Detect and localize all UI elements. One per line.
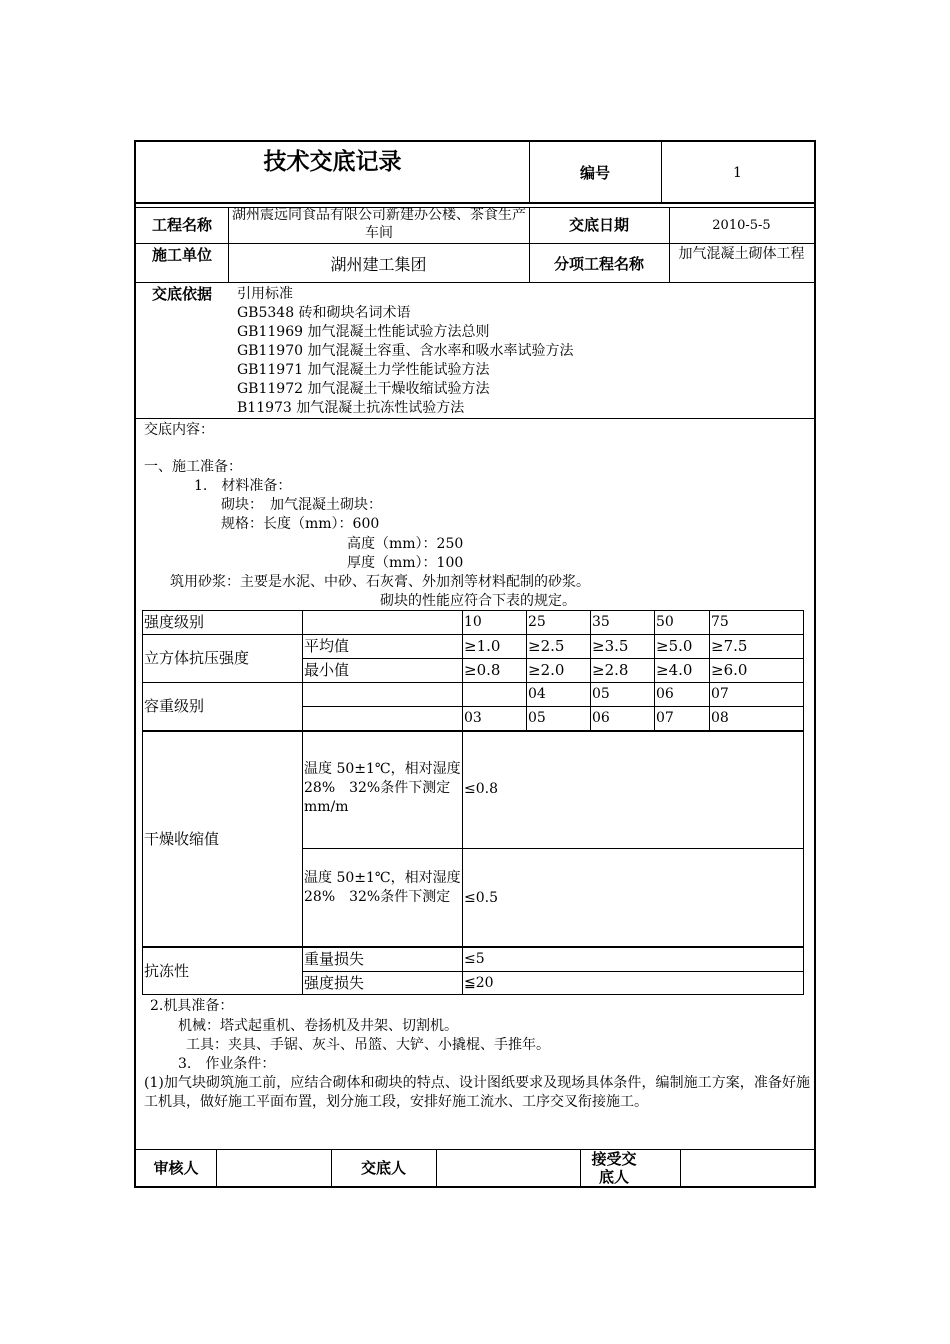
shrink-value: ≤0.5: [464, 890, 498, 906]
density-cell: 05: [528, 710, 546, 726]
basis-line: GB11971 加气混凝土力学性能试验方法: [237, 362, 490, 378]
table-intro: 砌块的性能应符合下表的规定。: [380, 593, 576, 609]
table-line: [302, 610, 303, 994]
grade-cell: 25: [528, 614, 546, 630]
grade-cell: 35: [592, 614, 610, 630]
date-label: 交底日期: [568, 216, 629, 234]
table-line: [142, 610, 804, 611]
section-heading: 一、施工准备：: [144, 459, 242, 475]
block-line: 砌块： 加气混凝土砌块：: [221, 497, 382, 513]
subproject-label: 分项工程名称: [553, 255, 644, 273]
col-line: [680, 1149, 681, 1188]
table-line: [654, 610, 655, 730]
number-value: 1: [733, 165, 742, 181]
min-cell: ≥4.0: [656, 661, 693, 679]
min-cell: ≥2.8: [592, 661, 629, 679]
density-cell: 08: [711, 710, 729, 726]
machines-line: 机械：塔式起重机、卷扬机及井架、切割机。: [178, 1018, 458, 1034]
grade-cell: 75: [711, 614, 729, 630]
mortar-line: 筑用砂浆：主要是水泥、中砂、石灰膏、外加剂等材料配制的砂浆。: [170, 574, 590, 590]
spec-thickness: 厚度（mm）：100: [347, 555, 464, 571]
table-line: [526, 610, 527, 730]
min-label: 最小值: [304, 661, 350, 679]
min-cell: ≥2.0: [528, 661, 565, 679]
weight-loss-value: ≤5: [464, 951, 485, 967]
table-line: [302, 848, 804, 849]
tools-line: 工具：夹具、手锯、灰斗、吊篮、大铲、小撬棍、手推年。: [186, 1037, 550, 1053]
basis-line: 引用标准: [237, 286, 293, 302]
table-line: [590, 610, 591, 730]
number-label: 编号: [579, 164, 610, 182]
reviewer-label: 审核人: [153, 1159, 199, 1177]
table-line: [302, 658, 804, 659]
basis-label: 交底依据: [151, 285, 212, 303]
basis-list: [237, 285, 807, 418]
table-line: [142, 682, 804, 683]
row-line: [136, 243, 814, 244]
table-line: [142, 610, 143, 994]
item-heading: 3. 作业条件：: [178, 1056, 276, 1072]
row-line: [136, 202, 814, 204]
row-line: [136, 418, 814, 419]
unit-label: 施工单位: [151, 246, 212, 264]
density-cell: 05: [592, 686, 610, 702]
weight-loss-label: 重量损失: [304, 950, 365, 968]
table-line: [302, 706, 804, 707]
basis-line: GB5348 砖和砌块名词术语: [237, 305, 411, 321]
row-line: [136, 282, 814, 283]
grade-cell: 50: [656, 614, 674, 630]
avg-cell: ≥3.5: [592, 637, 629, 655]
basis-line: GB11969 加气混凝土性能试验方法总则: [237, 324, 490, 340]
avg-cell: ≥7.5: [711, 637, 748, 655]
density-label: 容重级别: [144, 697, 205, 715]
date-value: 2010-5-5: [712, 218, 771, 233]
table-line: [142, 730, 804, 732]
basis-line: GB11972 加气混凝土干燥收缩试验方法: [237, 381, 490, 397]
density-cell: 07: [711, 686, 729, 702]
basis-line: GB11970 加气混凝土容重、含水率和吸水率试验方法: [237, 343, 574, 359]
project-label: 工程名称: [151, 216, 212, 234]
item-heading: 1. 材料准备：: [194, 478, 292, 494]
table-line: [142, 994, 804, 995]
disclosure-form: [134, 140, 816, 1188]
row-line: [136, 1149, 814, 1150]
spec-length: 规格：长度（mm）：600: [221, 516, 380, 532]
shrink-label: 干燥收缩值: [144, 830, 220, 848]
avg-cell: ≥1.0: [464, 637, 501, 655]
shrink-condition: 温度 50±1℃，相对湿度 28% 32%条件下测定: [304, 870, 461, 905]
receiver-label: 接受交底人: [591, 1150, 637, 1186]
avg-cell: ≥5.0: [656, 637, 693, 655]
table-line: [142, 946, 804, 948]
shrink-condition: 温度 50±1℃，相对湿度 28% 32%条件下测定 mm/m: [304, 761, 465, 815]
density-cell: 04: [528, 686, 546, 702]
min-cell: ≥6.0: [711, 661, 748, 679]
avg-cell: ≥2.5: [528, 637, 565, 655]
density-cell: 06: [656, 686, 674, 702]
col-line: [216, 1149, 217, 1188]
col-line: [580, 1149, 581, 1188]
frost-label: 抗冻性: [144, 962, 190, 980]
strength-loss-value: ≦20: [464, 975, 494, 991]
unit-value: 湖州建工集团: [330, 255, 427, 274]
col-line: [436, 1149, 437, 1188]
project-value: 湖州震远同食品有限公司新建办公楼、茶食生产车间: [232, 207, 526, 241]
density-cell: 03: [464, 710, 482, 726]
content-heading: 交底内容：: [144, 422, 214, 438]
strength-label: 立方体抗压强度: [144, 649, 250, 667]
spec-height: 高度（mm）：250: [347, 536, 464, 552]
density-cell: 06: [592, 710, 610, 726]
discloser-label: 交底人: [360, 1159, 406, 1177]
item-heading: 2.机具准备：: [150, 998, 234, 1014]
table-line: [462, 610, 463, 994]
table-line: [142, 634, 804, 635]
avg-label: 平均值: [304, 637, 350, 655]
basis-line: B11973 加气混凝土抗冻性试验方法: [237, 400, 465, 416]
grade-label: 强度级别: [144, 613, 205, 631]
page-title: 技术交底记录: [263, 149, 402, 175]
density-cell: 07: [656, 710, 674, 726]
strength-loss-label: 强度损失: [304, 974, 365, 992]
table-line: [709, 610, 710, 730]
min-cell: ≥0.8: [464, 661, 501, 679]
shrink-value: ≤0.8: [464, 781, 498, 797]
spec-table: [142, 610, 804, 994]
subproject-value: 加气混凝土砌体工程: [678, 246, 805, 262]
table-line: [302, 971, 804, 972]
grade-cell: 10: [464, 614, 482, 630]
condition-paragraph: (1)加气块砌筑施工前，应结合砌体和砌块的特点、设计图纸要求及现场具体条件，编制施工方案，准备好施工机具，做好施工平面布置，划分施工段，安排好施工流水、工序交叉衔接施工。: [144, 1075, 810, 1110]
table-line: [803, 610, 804, 994]
